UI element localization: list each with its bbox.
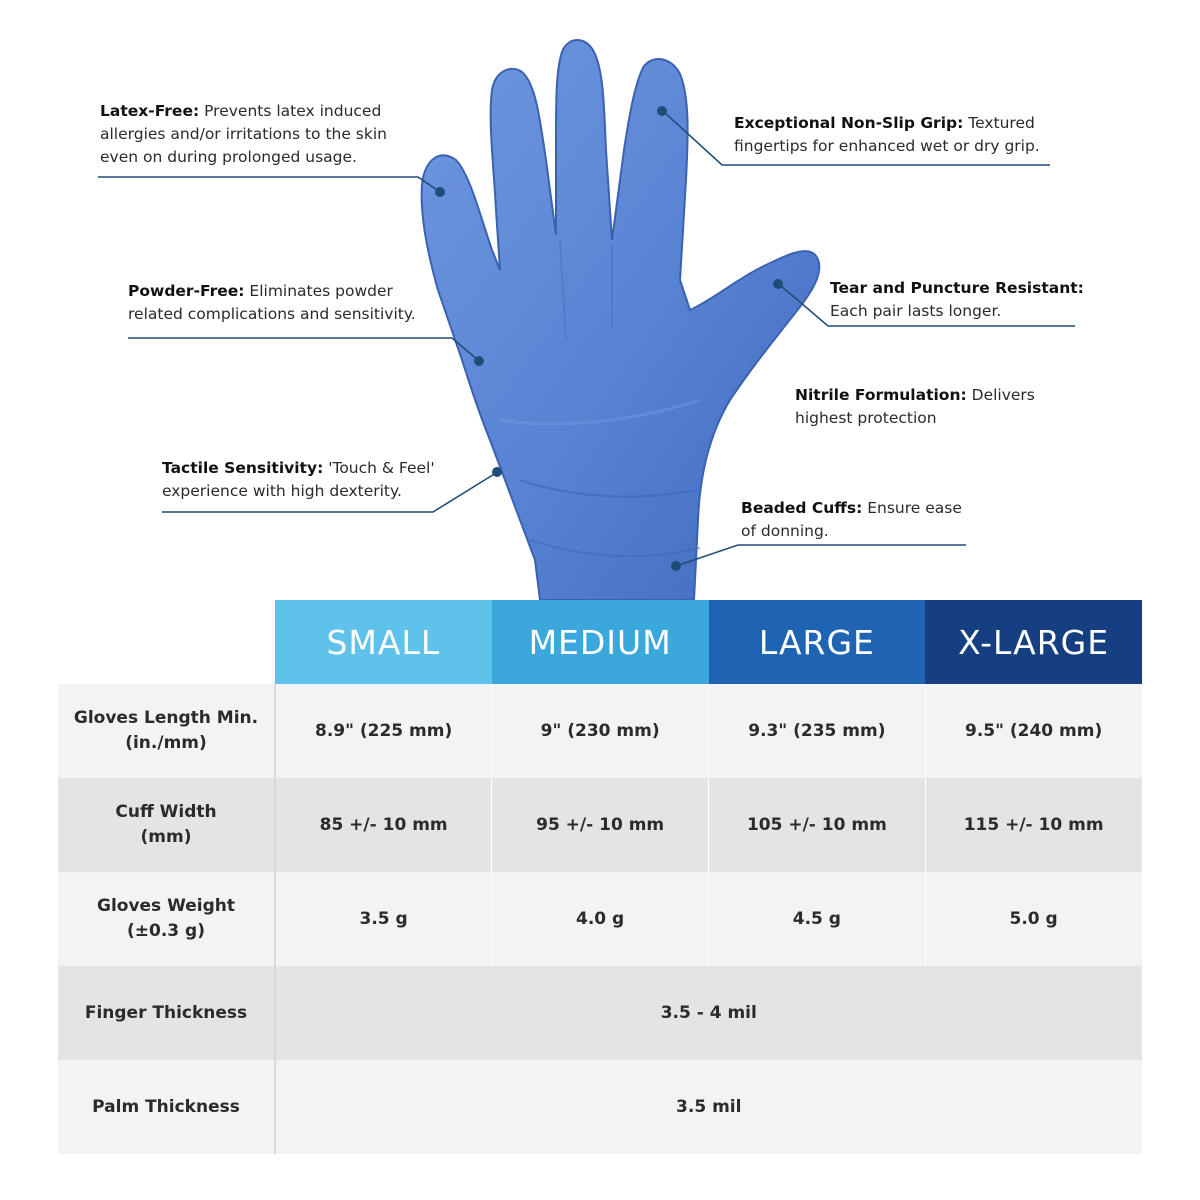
leader-powder-free xyxy=(128,338,478,360)
callout-nitrile xyxy=(795,384,1075,430)
cell-value: 95 +/- 10 mm xyxy=(492,778,709,872)
callout-tear-resistant xyxy=(830,277,1090,323)
header-large: LARGE xyxy=(709,600,926,684)
callout-line: highest protection xyxy=(795,409,937,427)
callout-title: Nitrile Formulation: xyxy=(795,386,967,404)
cell-value: 9.3" (235 mm) xyxy=(709,684,926,778)
callout-line: fingertips for enhanced wet or dry grip. xyxy=(734,137,1040,155)
callout-line: of donning. xyxy=(741,522,829,540)
dot-powder-free xyxy=(474,356,484,366)
table-header-row xyxy=(58,600,1142,684)
callout-line: Prevents latex induced xyxy=(204,102,382,120)
callout-line: even on during prolonged usage. xyxy=(100,148,357,166)
cell-value: 115 +/- 10 mm xyxy=(925,778,1142,872)
cell-merged-value: 3.5 mil xyxy=(275,1060,1142,1154)
table-row xyxy=(58,778,1142,872)
dot-tear-resistant xyxy=(773,279,783,289)
callout-line: experience with high dexterity. xyxy=(162,482,402,500)
callout-powder-free xyxy=(128,280,448,326)
dot-non-slip xyxy=(657,106,667,116)
cell-value: 4.0 g xyxy=(492,872,709,966)
table-row xyxy=(58,966,1142,1060)
callout-latex-free xyxy=(100,100,430,169)
callout-non-slip xyxy=(734,112,1074,158)
cell-value: 4.5 g xyxy=(709,872,926,966)
callout-line: Ensure ease xyxy=(867,499,962,517)
callout-beaded xyxy=(741,497,981,543)
cell-value: 105 +/- 10 mm xyxy=(709,778,926,872)
row-label: Cuff Width (mm) xyxy=(58,778,275,872)
table-row xyxy=(58,872,1142,966)
cell-value: 85 +/- 10 mm xyxy=(275,778,492,872)
cell-value: 8.9" (225 mm) xyxy=(275,684,492,778)
cell-value: 9" (230 mm) xyxy=(492,684,709,778)
callout-title: Exceptional Non-Slip Grip: xyxy=(734,114,964,132)
callout-line: Each pair lasts longer. xyxy=(830,302,1002,320)
dot-latex-free xyxy=(435,187,445,197)
header-medium: MEDIUM xyxy=(492,600,709,684)
row-label: Palm Thickness xyxy=(58,1060,275,1154)
dot-tactile xyxy=(492,467,502,477)
cell-value: 3.5 g xyxy=(275,872,492,966)
callout-tactile xyxy=(162,457,462,503)
row-label: Gloves Length Min. (in./mm) xyxy=(58,684,275,778)
size-specification-table xyxy=(58,600,1143,1154)
callout-title: Powder-Free: xyxy=(128,282,245,300)
callout-title: Beaded Cuffs: xyxy=(741,499,863,517)
callout-line: Eliminates powder xyxy=(249,282,393,300)
callout-title: Tactile Sensitivity: xyxy=(162,459,324,477)
leader-latex-free xyxy=(98,177,440,192)
row-label: Finger Thickness xyxy=(58,966,275,1060)
header-xlarge: X-LARGE xyxy=(925,600,1142,684)
callout-title: Tear and Puncture Resistant: xyxy=(830,279,1084,297)
callout-line: related complications and sensitivity. xyxy=(128,305,416,323)
table-row xyxy=(58,1060,1142,1154)
callout-line: 'Touch & Feel' xyxy=(328,459,435,477)
table-row xyxy=(58,684,1142,778)
callout-title: Latex-Free: xyxy=(100,102,200,120)
header-blank-cell xyxy=(58,600,275,684)
dot-beaded xyxy=(671,561,681,571)
cell-value: 9.5" (240 mm) xyxy=(925,684,1142,778)
callout-line: allergies and/or irritations to the skin xyxy=(100,125,387,143)
row-label: Gloves Weight (±0.3 g) xyxy=(58,872,275,966)
cell-merged-value: 3.5 - 4 mil xyxy=(275,966,1142,1060)
leader-beaded xyxy=(676,545,966,566)
callout-line: Textured xyxy=(968,114,1035,132)
header-small: SMALL xyxy=(275,600,492,684)
callout-line: Delivers xyxy=(971,386,1035,404)
cell-value: 5.0 g xyxy=(925,872,1142,966)
